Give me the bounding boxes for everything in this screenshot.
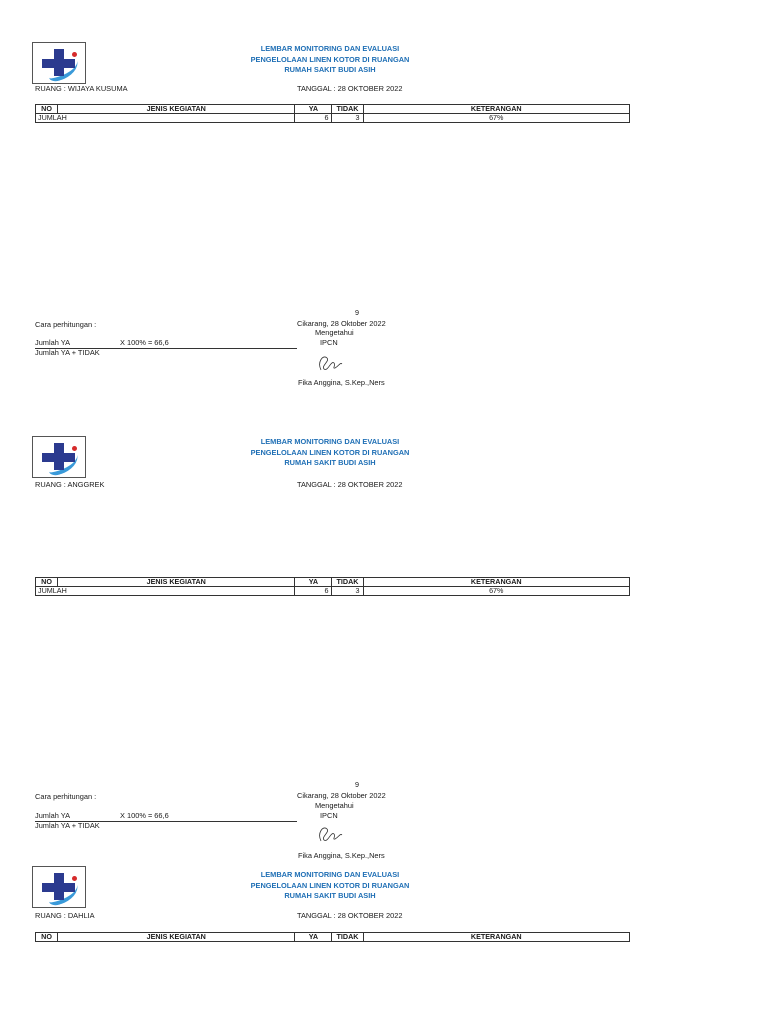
hospital-logo (32, 436, 86, 478)
tanggal-label: TANGGAL : 28 OKTOBER 2022 (297, 84, 403, 93)
monitoring-table (35, 577, 630, 596)
ruang-label: RUANG : ANGGREK (35, 480, 105, 489)
monitoring-table (35, 932, 630, 942)
total-row (36, 114, 630, 123)
hospital-logo (32, 42, 86, 84)
ruang-label: RUANG : DAHLIA (35, 911, 95, 920)
total-row (36, 587, 630, 596)
table-header-row (36, 578, 630, 587)
header-ya: YA (295, 933, 332, 942)
calc-label: Cara perhitungan : (35, 320, 97, 329)
header-activity: JENIS KEGIATAN (58, 105, 295, 114)
header-note: KETERANGAN (363, 105, 629, 114)
sheet-title (230, 437, 430, 469)
header-tidak: TIDAK (332, 933, 363, 942)
signature-image (315, 352, 345, 374)
ruang-label: RUANG : WIJAYA KUSUMA (35, 84, 128, 93)
title-line-2: PENGELOLAAN LINEN KOTOR DI RUANGAN (250, 880, 410, 890)
header-activity: JENIS KEGIATAN (58, 578, 295, 587)
ipcn: IPCN (320, 338, 338, 347)
table-header-row (36, 933, 630, 942)
signer-name: Fika Anggina, S.Kep.,Ners (298, 851, 385, 860)
header-tidak: TIDAK (332, 105, 363, 114)
hospital-logo (32, 866, 86, 908)
header-ya: YA (295, 578, 332, 587)
grand-total: 9 (355, 780, 359, 789)
jumlah-label: JUMLAH (36, 587, 295, 596)
sheet-title (230, 870, 430, 902)
formula: X 100% = 66,6 (120, 338, 169, 347)
ya-total: 6 (295, 114, 332, 123)
percent-value: 67% (363, 587, 629, 596)
title-line-1: LEMBAR MONITORING DAN EVALUASI (260, 44, 400, 53)
signer-name: Fika Anggina, S.Kep.,Ners (298, 378, 385, 387)
header-note: KETERANGAN (363, 578, 629, 587)
mengetahui: Mengetahui (315, 328, 354, 337)
title-line-1: LEMBAR MONITORING DAN EVALUASI (260, 870, 400, 879)
tanggal-label: TANGGAL : 28 OKTOBER 2022 (297, 911, 403, 920)
jumlah-ya-tidak: Jumlah YA + TIDAK (35, 348, 100, 357)
percent-value: 67% (363, 114, 629, 123)
header-note: KETERANGAN (363, 933, 629, 942)
ya-total: 6 (295, 587, 332, 596)
signature-image (315, 823, 345, 845)
calc-label: Cara perhitungan : (35, 792, 97, 801)
header-no: NO (36, 933, 58, 942)
tanggal-label: TANGGAL : 28 OKTOBER 2022 (297, 480, 403, 489)
tidak-total: 3 (332, 587, 363, 596)
sheet-title (230, 44, 430, 76)
header-tidak: TIDAK (332, 578, 363, 587)
formula: X 100% = 66,6 (120, 811, 169, 820)
header-no: NO (36, 578, 58, 587)
ipcn: IPCN (320, 811, 338, 820)
title-line-3: RUMAH SAKIT BUDI ASIH (284, 891, 376, 900)
header-activity: JENIS KEGIATAN (58, 933, 295, 942)
place-date: Cikarang, 28 Oktober 2022 (297, 791, 386, 800)
header-no: NO (36, 105, 58, 114)
jumlah-label: JUMLAH (36, 114, 295, 123)
place-date: Cikarang, 28 Oktober 2022 (297, 319, 386, 328)
title-line-3: RUMAH SAKIT BUDI ASIH (284, 458, 376, 467)
title-line-2: PENGELOLAAN LINEN KOTOR DI RUANGAN (250, 54, 410, 64)
title-line-3: RUMAH SAKIT BUDI ASIH (284, 65, 376, 74)
mengetahui: Mengetahui (315, 801, 354, 810)
table-header-row (36, 105, 630, 114)
grand-total: 9 (355, 308, 359, 317)
jumlah-ya: Jumlah YA (35, 338, 71, 347)
jumlah-ya-tidak: Jumlah YA + TIDAK (35, 821, 100, 830)
tidak-total: 3 (332, 114, 363, 123)
header-ya: YA (295, 105, 332, 114)
title-line-1: LEMBAR MONITORING DAN EVALUASI (260, 437, 400, 446)
jumlah-ya: Jumlah YA (35, 811, 71, 820)
monitoring-table (35, 104, 630, 123)
title-line-2: PENGELOLAAN LINEN KOTOR DI RUANGAN (250, 447, 410, 457)
